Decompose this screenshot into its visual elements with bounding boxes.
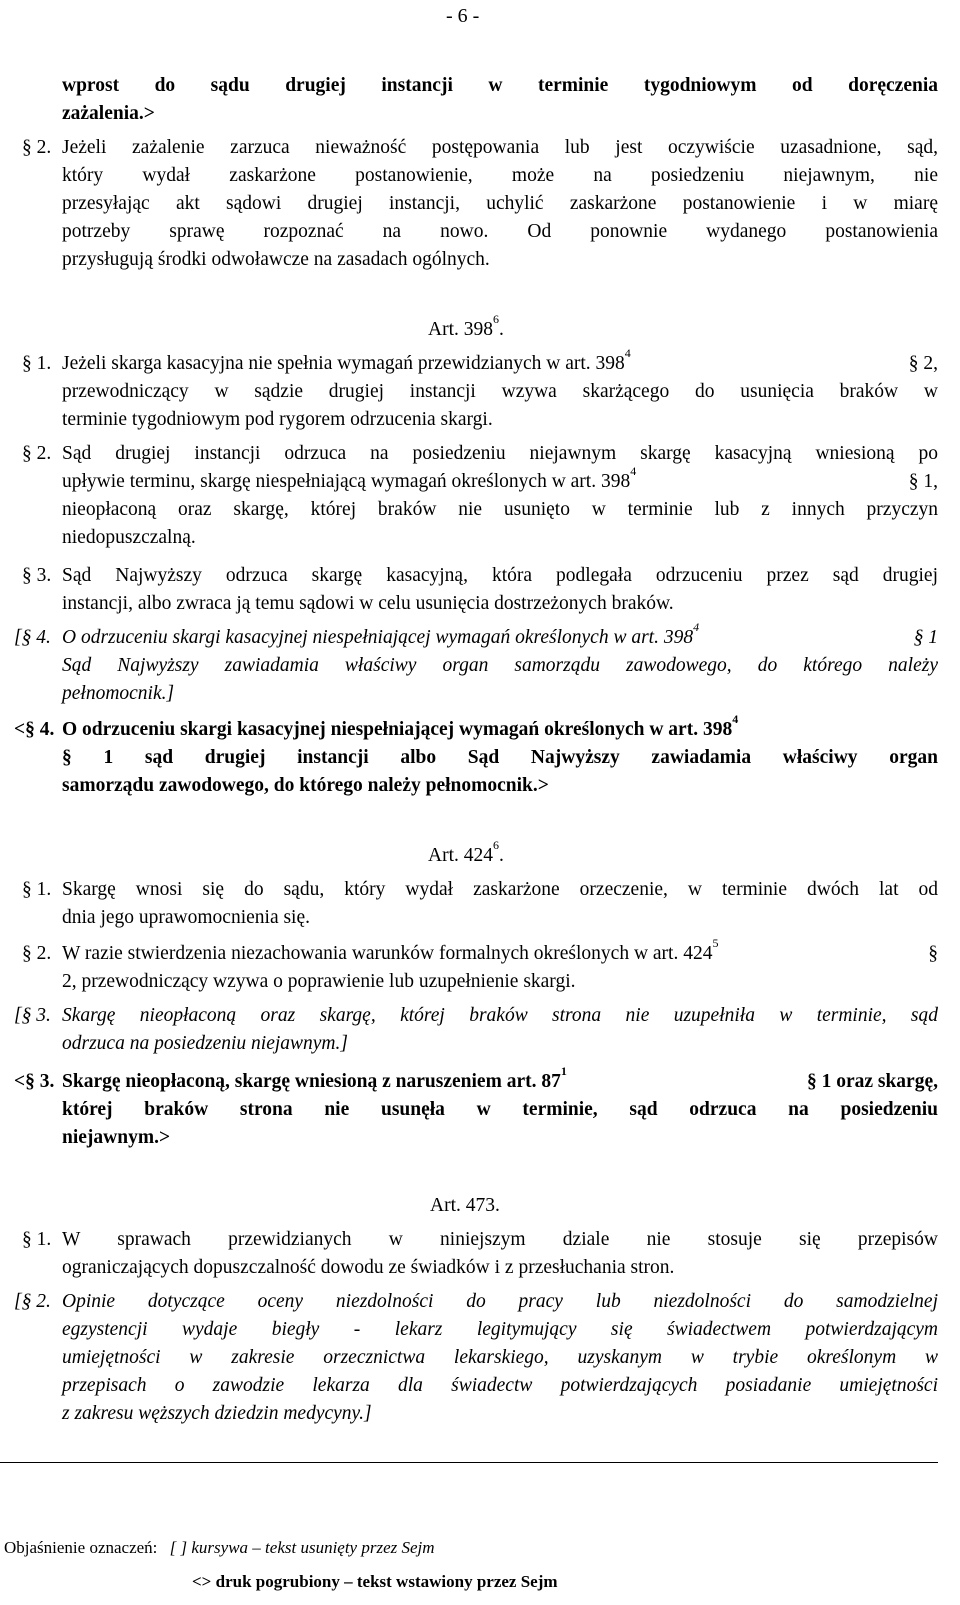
paragraph-line: upływie terminu, skargę niespełniającą wymagań określonych w art. $398^4$ § 1, (62, 464, 938, 492)
paragraph-line: niedopuszczalną. (62, 527, 196, 548)
section-marker-deleted: [§ 4. (14, 627, 51, 648)
section-marker: § 1. (22, 879, 52, 900)
section-marker: § 2. (22, 443, 52, 464)
section-marker: § 1. (22, 1229, 52, 1250)
inserted-text-line: której braków strona nie usunęła w terminie, sąd odrzuca na posiedzeniu (62, 1099, 938, 1120)
paragraph-line: Sąd Najwyższy odrzuca skargę kasacyjną, która podlegała odrzuceniu przez sąd drugiej (62, 565, 938, 586)
footer-label: Objaśnienie oznaczeń: (4, 1538, 158, 1557)
section-marker: § 1. (22, 353, 52, 374)
continuation-line-1: wprost do sądu drugiej instancji w terminie tygodniowym od doręczenia (62, 75, 938, 96)
section-marker: § 2. (22, 137, 52, 158)
continuation-line-2: zażalenia.> (62, 103, 155, 124)
deleted-text-line: Opinie dotyczące oceny niezdolności do pracy lub niezdolności do samodzielnej (62, 1291, 938, 1312)
footer-italic-note: [ ] kursywa – tekst usunięty przez Sejm (169, 1538, 435, 1557)
deleted-text-line: umiejętności w zakresie orzecznictwa lekarskiego, uzyskanym w trybie określonym w (62, 1347, 938, 1368)
paragraph-line: Jeżeli zażalenie zarzuca nieważność postępowania lub jest oczywiście uzasadnione, sąd, (62, 137, 938, 158)
section-marker-inserted: <§ 3. (14, 1071, 55, 1092)
paragraph-line: dnia jego uprawomocnienia się. (62, 907, 311, 928)
article-heading: Art. $424^6$. (428, 838, 504, 866)
paragraph-line: W razie stwierdzenia niezachowania warunków formalnych określonych w art. $424^5$ § (62, 936, 938, 964)
paragraph-line: potrzeby sprawę rozpoznać na nowo. Od ponownie wydanego postanowienia (62, 221, 938, 242)
section-marker-deleted: [§ 2. (14, 1291, 51, 1312)
deleted-text-line: O odrzuceniu skargi kasacyjnej niespełniającej wymagań określonych w art. $398^4$ § 1 (62, 620, 938, 648)
paragraph-line: Jeżeli skarga kasacyjna nie spełnia wymagań przewidzianych w art. $398^4$ § 2, (62, 346, 938, 374)
deleted-text-line: z zakresu węższych dziedzin medycyny.] (62, 1403, 372, 1424)
inserted-text-line: niejawnym.> (62, 1127, 171, 1148)
deleted-text-line: pełnomocnik.] (62, 683, 175, 704)
page-number: - 6 - (446, 5, 480, 27)
article-heading: Art. $398^6$. (428, 312, 504, 340)
section-marker-deleted: [§ 3. (14, 1005, 51, 1026)
inserted-text-line: Skargę nieopłaconą, skargę wniesioną z naruszeniem art. $87^1$ § 1 oraz skargę, (62, 1064, 938, 1092)
inserted-text-line: samorządu zawodowego, do którego należy pełnomocnik.> (62, 775, 549, 796)
deleted-text-line: odrzuca na posiedzeniu niejawnym.] (62, 1033, 348, 1054)
deleted-text-line: egzystencji wydaje biegły - lekarz legitymujący się świadectwem potwierdzającym (62, 1319, 938, 1340)
paragraph-line: 2, przewodniczący wzywa o poprawienie lub uzupełnienie skargi. (62, 971, 576, 992)
section-marker: § 3. (22, 565, 52, 586)
paragraph-line: W sprawach przewidzianych w niniejszym dziale nie stosuje się przepisów (62, 1229, 938, 1250)
paragraph-line: przewodniczący w sądzie drugiej instancji wzywa skarżącego do usunięcia braków w (62, 381, 938, 402)
footer-bold-note: <> druk pogrubiony – tekst wstawiony przez Sejm (192, 1572, 558, 1591)
paragraph-line: instancji, albo zwraca ją temu sądowi w celu usunięcia dostrzeżonych braków. (62, 593, 674, 614)
section-marker: § 2. (22, 943, 52, 964)
paragraph-line: Sąd drugiej instancji odrzuca na posiedzeniu niejawnym skargę kasacyjną wniesioną po (62, 443, 938, 464)
inserted-text-line: § 1 sąd drugiej instancji albo Sąd Najwyższy zawiadamia właściwy organ (62, 747, 938, 768)
paragraph-line: przysługują środki odwoławcze na zasadach ogólnych. (62, 249, 490, 270)
paragraph-line: przesyłając akt sądowi drugiej instancji, uchylić zaskarżone postanowienie i w miarę (62, 193, 938, 214)
paragraph-line: Skargę wnosi się do sądu, który wydał zaskarżone orzeczenie, w terminie dwóch lat od (62, 879, 938, 900)
deleted-text-line: przepisach o zawodzie lekarza dla świadectw potwierdzających posiadanie umiejętności (62, 1375, 938, 1396)
footer-divider (0, 1462, 938, 1463)
footer-legend (4, 1534, 435, 1562)
deleted-text-line: Skargę nieopłaconą oraz skargę, której braków strona nie uzupełniła w terminie, sąd (62, 1005, 938, 1026)
paragraph-line: ograniczających dopuszczalność dowodu ze świadków i z przesłuchania stron. (62, 1257, 675, 1278)
article-heading: Art. 473. (430, 1195, 500, 1216)
paragraph-line: nieopłaconą oraz skargę, której braków nie usunięto w terminie lub z innych przyczyn (62, 499, 938, 520)
paragraph-line: który wydał zaskarżone postanowienie, może na posiedzeniu niejawnym, nie (62, 165, 938, 186)
inserted-text-line: O odrzuceniu skargi kasacyjnej niespełniającej wymagań określonych w art. $398^4$ (62, 712, 739, 740)
paragraph-line: terminie tygodniowym pod rygorem odrzucenia skargi. (62, 409, 493, 430)
section-marker-inserted: <§ 4. (14, 719, 55, 740)
deleted-text-line: Sąd Najwyższy zawiadamia właściwy organ samorządu zawodowego, do którego należy (62, 655, 938, 676)
